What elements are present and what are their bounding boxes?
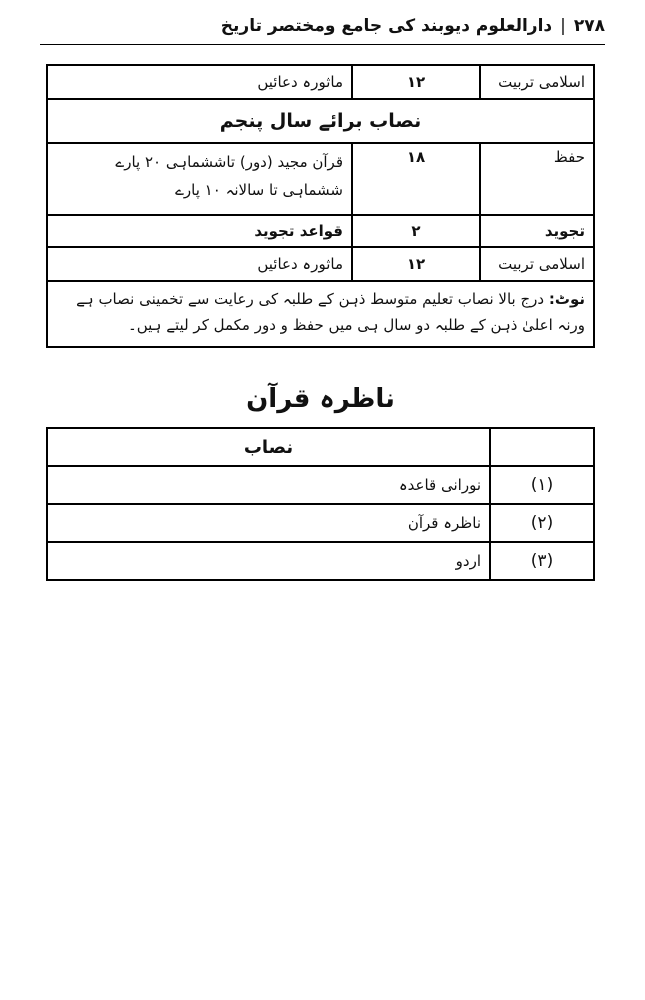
- item-cell: نورانی قاعدہ: [47, 466, 490, 504]
- subject-cell: حفظ: [480, 143, 594, 215]
- syllabus-header: نصاب: [47, 428, 490, 466]
- content-cell: ماثورہ دعائیں: [47, 247, 352, 281]
- page-number: ۲۷۸: [573, 16, 605, 36]
- item-cell: اردو: [47, 542, 490, 580]
- table-row: [47, 542, 594, 580]
- section-heading: نصاب برائے سال پنجم: [47, 99, 594, 143]
- table-row: [47, 215, 594, 247]
- subject-cell: تجوید: [480, 215, 594, 247]
- note-cell: [47, 281, 594, 347]
- page-header: [40, 10, 605, 42]
- index-cell: (۳): [490, 542, 594, 580]
- content-line: ششماہی تا سالانہ ۱۰ پارے: [175, 181, 343, 199]
- section-title: ناظرہ قرآن: [246, 384, 395, 414]
- duration-cell: ۱۲: [352, 65, 480, 99]
- duration-cell: ۲: [352, 215, 480, 247]
- note-row: [47, 281, 594, 347]
- nazra-table: [46, 427, 595, 581]
- note-label: نوٹ:: [548, 290, 585, 308]
- table-row: [47, 504, 594, 542]
- table-row: [47, 466, 594, 504]
- subject-cell: اسلامی تربیت: [480, 247, 594, 281]
- duration-cell: ۱۸: [352, 143, 480, 215]
- duration-cell: ۱۲: [352, 247, 480, 281]
- syllabus-table: [46, 64, 595, 348]
- index-header-cell: [490, 428, 594, 466]
- content-cell: قواعد تجوید: [47, 215, 352, 247]
- index-cell: (۲): [490, 504, 594, 542]
- table-header-row: [47, 428, 594, 466]
- section-heading-row: [47, 99, 594, 143]
- index-cell: (۱): [490, 466, 594, 504]
- header-separator: |: [560, 16, 566, 36]
- content-cell: [47, 143, 352, 215]
- content-cell: ماثورہ دعائیں: [47, 65, 352, 99]
- header-rule: [40, 44, 605, 45]
- subject-cell: اسلامی تربیت: [480, 65, 594, 99]
- table-row: [47, 65, 594, 99]
- book-title: دارالعلوم دیوبند کی جامع ومختصر تاریخ: [220, 16, 553, 36]
- table-row: [47, 143, 594, 215]
- table-row: [47, 247, 594, 281]
- note-text: درج بالا نصاب تعلیم متوسط ذہن کے طلبہ کی رعایت سے تخمینی نصاب ہے ورنہ اعلیٰ ذہن کے طلبہ دو سال ہی میں حفظ و دور مکمل کر لیتے ہیں۔: [76, 290, 585, 334]
- item-cell: ناظرہ قرآن: [47, 504, 490, 542]
- content-line: قرآن مجید (دور) تاششماہی ۲۰ پارے: [115, 153, 343, 171]
